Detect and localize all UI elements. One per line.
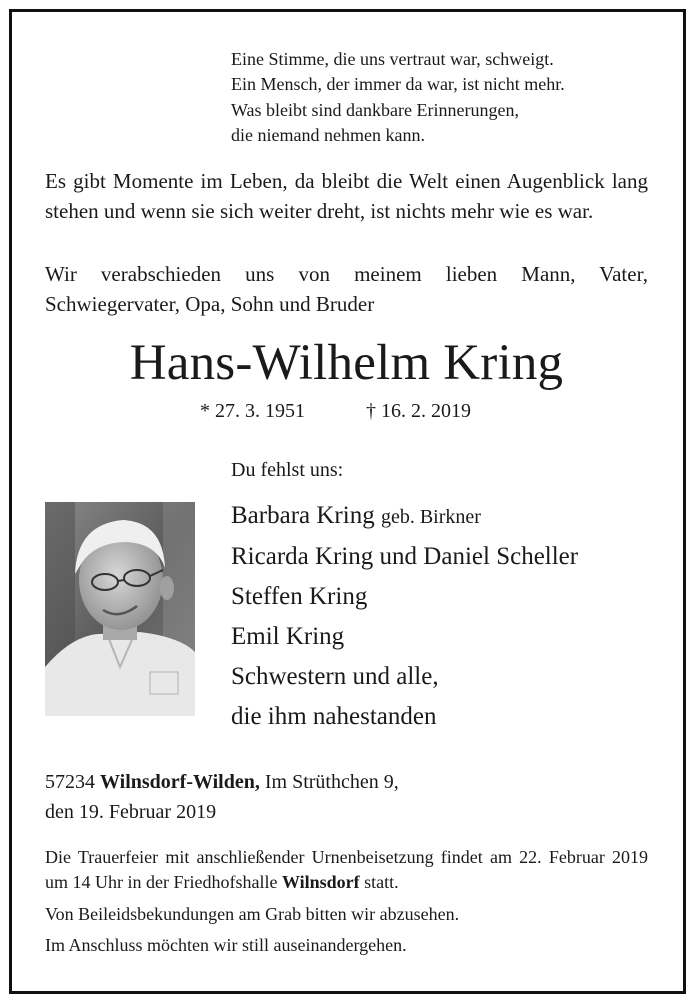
poem-line: Eine Stimme, die uns vertraut war, schweigt. [231, 49, 554, 69]
mourner-line: Ricarda Kring und Daniel Scheller [231, 543, 579, 570]
portrait-illustration [45, 502, 195, 716]
poem-line: die niemand nehmen kann. [231, 124, 425, 145]
intro-text: Es gibt Momente im Leben, da bleibt die Welt einen Augenblick lang stehen und wenn sie sich weiter dreht, ist nichts mehr wie es war. [45, 169, 648, 223]
closing-note: Im Anschluss möchten wir still auseinandergehen. [45, 935, 407, 955]
poem-line: Was bleibt sind dankbare Erinnerungen, [231, 99, 519, 120]
ceremony-place: Wilnsdorf [281, 872, 360, 892]
mourner-line: Steffen Kring [231, 583, 368, 610]
mourner-line: Schwestern und alle, [231, 663, 439, 690]
mourners-list [231, 496, 578, 737]
mourner-line [231, 496, 578, 537]
address-block [45, 767, 399, 827]
mourner-line: Emil Kring [231, 623, 345, 650]
address-line [45, 767, 399, 797]
condolence-note: Von Beileidsbekundungen am Grab bitten wir abzusehen. [45, 904, 460, 924]
ceremony-info [45, 845, 648, 895]
mourner-line: die ihm nahestanden [231, 703, 437, 730]
poem-line: Ein Mensch, der immer da war, ist nicht mehr. [231, 74, 565, 95]
mourner-name: Barbara Kring [231, 502, 375, 529]
birth-date: * 27. 3. 1951 [200, 400, 305, 422]
death-date: † 16. 2. 2019 [366, 400, 471, 422]
town: Wilnsdorf-Wilden, [100, 771, 260, 793]
portrait-photo [45, 502, 195, 716]
missing-line: Du fehlst uns: [231, 459, 344, 481]
street: Im Strüthchen 9, [264, 771, 399, 793]
maiden-name: geb. Birkner [380, 506, 481, 528]
poem [231, 47, 565, 148]
deceased-name: Hans-Wilhelm Kring [129, 335, 564, 391]
ceremony-end: statt. [364, 872, 399, 892]
farewell-text: Wir verabschieden uns von meinem lieben Mann, Vater, Schwiegervater, Opa, Sohn und Bruder [45, 262, 648, 316]
postal-code: 57234 [45, 771, 95, 793]
date-line: den 19. Februar 2019 [45, 801, 217, 823]
ceremony-text: Die Trauerfeier mit anschließender Urnenbeisetzung findet am 22. Februar 2019 um 14 Uhr in der Friedhofshalle [45, 847, 648, 892]
